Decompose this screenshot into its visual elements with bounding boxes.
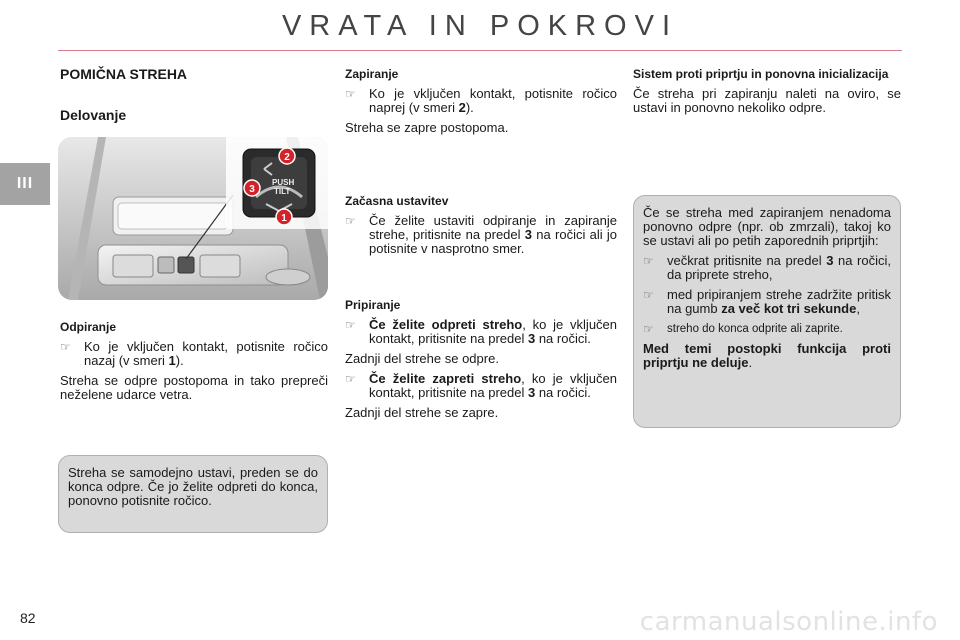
title-divider	[58, 50, 902, 51]
reinit-warning-end: .	[748, 355, 753, 370]
column-left	[60, 67, 328, 87]
pripiranje-open-step	[345, 318, 617, 346]
sistem-heading: Sistem proti priprtju in ponovna inicializacija	[633, 67, 889, 81]
watermark[interactable]: carmanualsonline.info	[639, 607, 938, 637]
direction-1: 1	[168, 353, 176, 368]
reinit-step-1	[643, 254, 891, 282]
callout-2-label: 2	[284, 152, 290, 163]
zapiranje-block	[345, 67, 617, 141]
zapiranje-step-text: Ko je vključen kontakt, potisnite ročico naprej (v smeri	[369, 86, 617, 115]
pripiranje-open-bold: Če želite odpreti streho	[369, 317, 523, 332]
pripiranje-close-area: 3	[527, 385, 536, 400]
page-title: VRATA IN POKROVI	[281, 10, 679, 42]
zacasna-step-end: na ročici ali jo potisnite v nasprotno smer.	[369, 227, 617, 256]
pripiranje-open-area: 3	[527, 331, 536, 346]
zapiranje-step-end: ).	[465, 100, 474, 115]
pripiranje-open-text: , ko je vključen kontakt, pritisnite na predel	[369, 317, 618, 346]
zacasna-step-text: Če želite ustaviti odpiranje in zapiranje strehe, pritisnite na predel	[369, 213, 617, 242]
pripiranje-close-end: na ročici.	[535, 385, 591, 400]
tilt-label: TILT	[274, 187, 291, 196]
reinit-warning-bold: Med temi postopki funkcija proti priprtju ne deluje	[643, 341, 891, 370]
subsection-title: Delovanje	[60, 107, 127, 123]
auto-stop-note	[58, 455, 328, 533]
reinit-step-2	[643, 288, 891, 316]
odpiranje-step-end: ).	[175, 353, 184, 368]
pripiranje-close-step	[345, 372, 617, 400]
subsection-wrap	[60, 108, 328, 128]
zacasna-block	[345, 194, 617, 262]
pripiranje-open-result: Zadnji del strehe se odpre.	[345, 351, 499, 366]
reinit-intro: Če se streha med zapiranjem nenadoma ponovno odpre (npr. ob zmrzali), takoj ko se ustavi ali po petih zaporednih priprtjih:	[643, 205, 891, 248]
zacasna-heading: Začasna ustavitev	[345, 194, 449, 208]
push-label: PUSH	[272, 178, 295, 187]
pripiranje-open-end: na ročici.	[535, 331, 591, 346]
reinit-step-2-end: ,	[856, 301, 860, 316]
odpiranje-block	[60, 320, 328, 408]
reinit-area-3: 3	[826, 253, 834, 268]
area-3: 3	[524, 227, 533, 242]
zacasna-step	[345, 214, 617, 256]
reinit-step-3: ☞ streho do konca odprite ali zaprite.	[643, 322, 891, 336]
sistem-block	[633, 67, 901, 121]
auto-stop-note-text: Streha se samodejno ustavi, preden se do konca odpre. Če jo želite odpreti do konca, ponovno potisnite ročico.	[68, 465, 318, 508]
odpiranje-step-text: Ko je vključen kontakt, potisnite ročico nazaj (v smeri	[84, 339, 328, 368]
callout-1-label: 1	[281, 213, 287, 224]
pripiranje-close-bold: Če želite zapreti streho	[369, 371, 522, 386]
reinit-step-2-bold: za več kot tri sekunde	[721, 301, 857, 316]
sunroof-illustration	[58, 137, 328, 300]
reinit-step-1-end: na ročici, da priprete streho,	[667, 253, 891, 282]
odpiranje-text: Streha se odpre postopoma in tako prepreči neželene udarce vetra.	[60, 373, 328, 402]
sunroof-control-figure	[58, 137, 328, 300]
odpiranje-step	[60, 340, 328, 368]
reinit-step-1-text: večkrat pritisnite na predel	[667, 253, 827, 268]
pripiranje-heading: Pripiranje	[345, 298, 401, 312]
reinit-note	[633, 195, 901, 428]
zapiranje-text: Streha se zapre postopoma.	[345, 120, 509, 135]
reinit-step-2-text: med pripiranjem strehe zadržite pritisk na gumb	[667, 287, 891, 316]
sistem-text: Če streha pri zapiranju naleti na oviro, se ustavi in ponovno nekoliko odpre.	[633, 86, 901, 115]
pripiranje-block	[345, 298, 617, 426]
zapiranje-step	[345, 87, 617, 115]
direction-2: 2	[458, 100, 466, 115]
page-number: 82	[20, 610, 36, 626]
zapiranje-heading: Zapiranje	[345, 67, 399, 81]
odpiranje-heading: Odpiranje	[60, 320, 117, 334]
section-title: POMIČNA STREHA	[60, 66, 188, 82]
pripiranje-close-text: , ko je vključen kontakt, pritisnite na predel	[369, 371, 617, 400]
callout-3-label: 3	[249, 184, 255, 195]
pripiranje-close-result: Zadnji del strehe se zapre.	[345, 405, 499, 420]
chapter-tab[interactable]: III	[0, 163, 50, 205]
reinit-warning	[643, 342, 891, 370]
